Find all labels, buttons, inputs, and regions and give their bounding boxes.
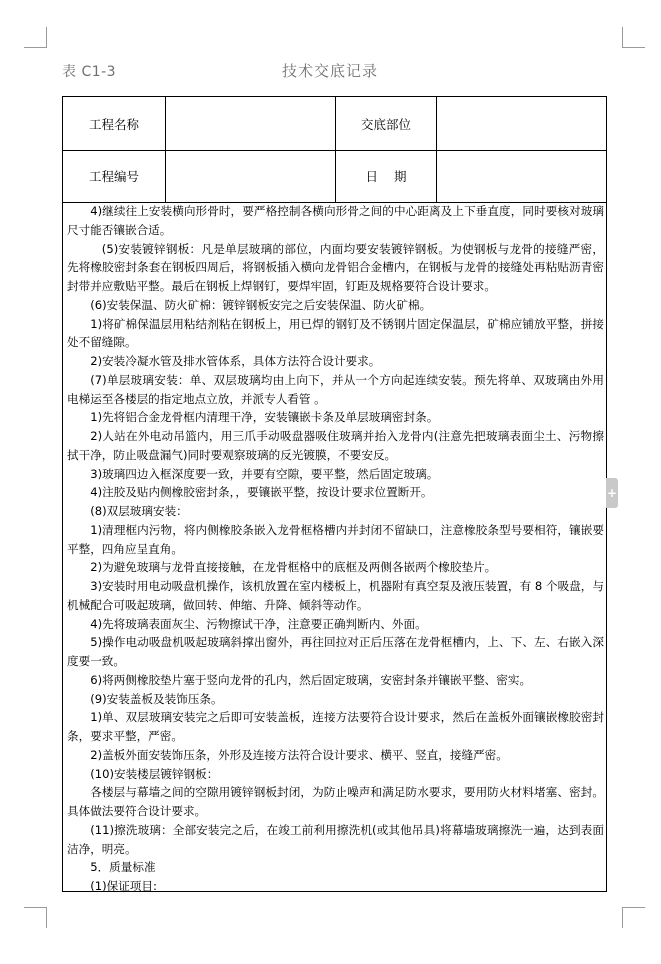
expand-tab-button[interactable]: + (606, 478, 618, 508)
paragraph: (8)双层玻璃安装： (90, 504, 188, 518)
paragraph: (11)擦洗玻璃：全部安装完之后，在竣工前利用擦洗机(或其他吊具)将幕墙玻璃擦洗一遍，达到表面洁净，明亮。 (67, 822, 604, 856)
project-number-field[interactable] (166, 150, 335, 202)
handover-part-field[interactable] (437, 97, 606, 150)
paragraph: 1)清理框内污物，将内侧橡胶条嵌入龙骨框格槽内并封闭不留缺口，注意橡胶条型号要相符，镶嵌要平整，四角应呈直角。 (67, 522, 604, 556)
paragraph: 2)安装冷凝水管及排水管体系，具体方法符合设计要求。 (90, 354, 381, 368)
project-name-field[interactable] (166, 97, 335, 150)
paragraph: 2)为避免玻璃与龙骨直接接触，在龙骨框格中的底框及两侧各嵌两个橡胶垫片。 (90, 560, 497, 575)
crop-mark-bottom-right (622, 907, 645, 928)
project-name-label: 工程名称 (88, 116, 139, 132)
date-label: 日 期 (365, 169, 407, 184)
paragraph: 2)人站在外电动吊篮内，用三爪手动吸盘器吸住玻璃并抬入龙骨内(注意先把玻璃表面尘土、污物擦拭干净，防止吸盘漏气)同时要观察玻璃的反光镀膜，不要安反。 (67, 429, 604, 462)
document-title: 技术交底记录 (282, 62, 379, 80)
paragraph: (1)保证项目: (90, 879, 157, 892)
paragraph: 2)盖板外面安装饰压条，外形及连接方法符合设计要求、横平、竖直，接缝严密。 (90, 747, 508, 762)
paragraph: 6)将两侧橡胶垫片塞于竖向龙骨的孔内，然后固定玻璃，安密封条并镶嵌平整、密实。 (90, 672, 532, 687)
paragraph: 4)先将玻璃表面灰尘、污物擦试干净，注意要正确判断内、外面。 (90, 616, 427, 631)
paragraph: 3)安装时用电动吸盘机操作，该机放置在室内楼板上，机器附有真空泵及液压装置，有 8 个吸盘，与机械配合可吸起玻璃，做回转、伸缩、升降、倾斜等动作。 (67, 579, 604, 612)
date-field[interactable] (437, 150, 606, 202)
paragraph: 3)玻璃四边入框深度要一致，并要有空隙，要平整，然后固定玻璃。 (90, 466, 439, 481)
handover-part-label: 交底部位 (360, 116, 411, 132)
paragraph: (10)安装楼层镀锌钢板： (90, 766, 219, 781)
form-code: 表 C1-3 (62, 64, 117, 80)
paragraph: 4)继续往上安装横向形骨时，要严格控制各横向形骨之间的中心距离及上下垂直度，同时要核对玻璃尺寸能否镶嵌合适。 (67, 204, 604, 237)
handover-content[interactable] (67, 202, 604, 892)
crop-mark-bottom-left (24, 907, 47, 928)
paragraph: (9)安装盖板及装饰压条。 (90, 691, 223, 706)
crop-mark-top-right (622, 27, 645, 48)
paragraph: (7)单层玻璃安装：单、双层玻璃均由上向下，并从一个方向起连续安装。预先将单、双玻璃由外用电梯运至各楼层的指定地点立放，并派专人看管 。 (67, 372, 604, 406)
paragraph: 4)注胶及贴内侧橡胶密封条，，要镶嵌平整，按设计要求位置断开。 (90, 485, 433, 500)
paragraph: 5)操作电动吸盘机吸起玻璃斜撑出窗外，再往回拉对正后压落在龙骨框槽内，上、下、左、右嵌入深度要一致。 (67, 635, 604, 668)
paragraph: (6)安装保温、防火矿棉：镀锌钢板安完之后安装保温、防火矿棉。 (90, 297, 432, 312)
project-number-label: 工程编号 (88, 169, 139, 184)
paragraph: 1)单、双层玻璃安装完之后即可安装盖板，连接方法要符合设计要求，然后在盖板外面镶嵌橡胶密封条，要求平整，严密。 (67, 710, 604, 743)
paragraph: 5．质量标准 (90, 860, 156, 875)
paragraph: 各楼层与幕墙之间的空隙用镀锌钢板封闭，为防止噪声和满足防水要求，要用防火材料堵塞、密封。具体做法要符合设计要求。 (67, 785, 604, 818)
record-form (62, 96, 607, 892)
crop-mark-top-left (24, 27, 47, 48)
paragraph: (5)安装镀锌钢板：凡是单层玻璃的部位，内面均要安装镀锌钢板。为使钢板与龙骨的接缝严密，先将橡胶密封条套在钢板四周后，将钢板插入横向龙骨铝合金槽内，在钢板与龙骨的接缝处再粘贴沥青密封带并应敷贴平整。最后在钢板上焊钢钉，要焊牢固，钉距及规格要符合设计要求。 (67, 241, 604, 293)
paragraph: 1)先将铝合金龙骨框内清理干净，安装镶嵌卡条及单层玻璃密封条。 (90, 410, 439, 425)
paragraph: 1)将矿棉保温层用粘结剂粘在钢板上，用已焊的钢钉及不锈钢片固定保温层，矿棉应铺放平整，拼接处不留缝隙。 (67, 316, 604, 350)
